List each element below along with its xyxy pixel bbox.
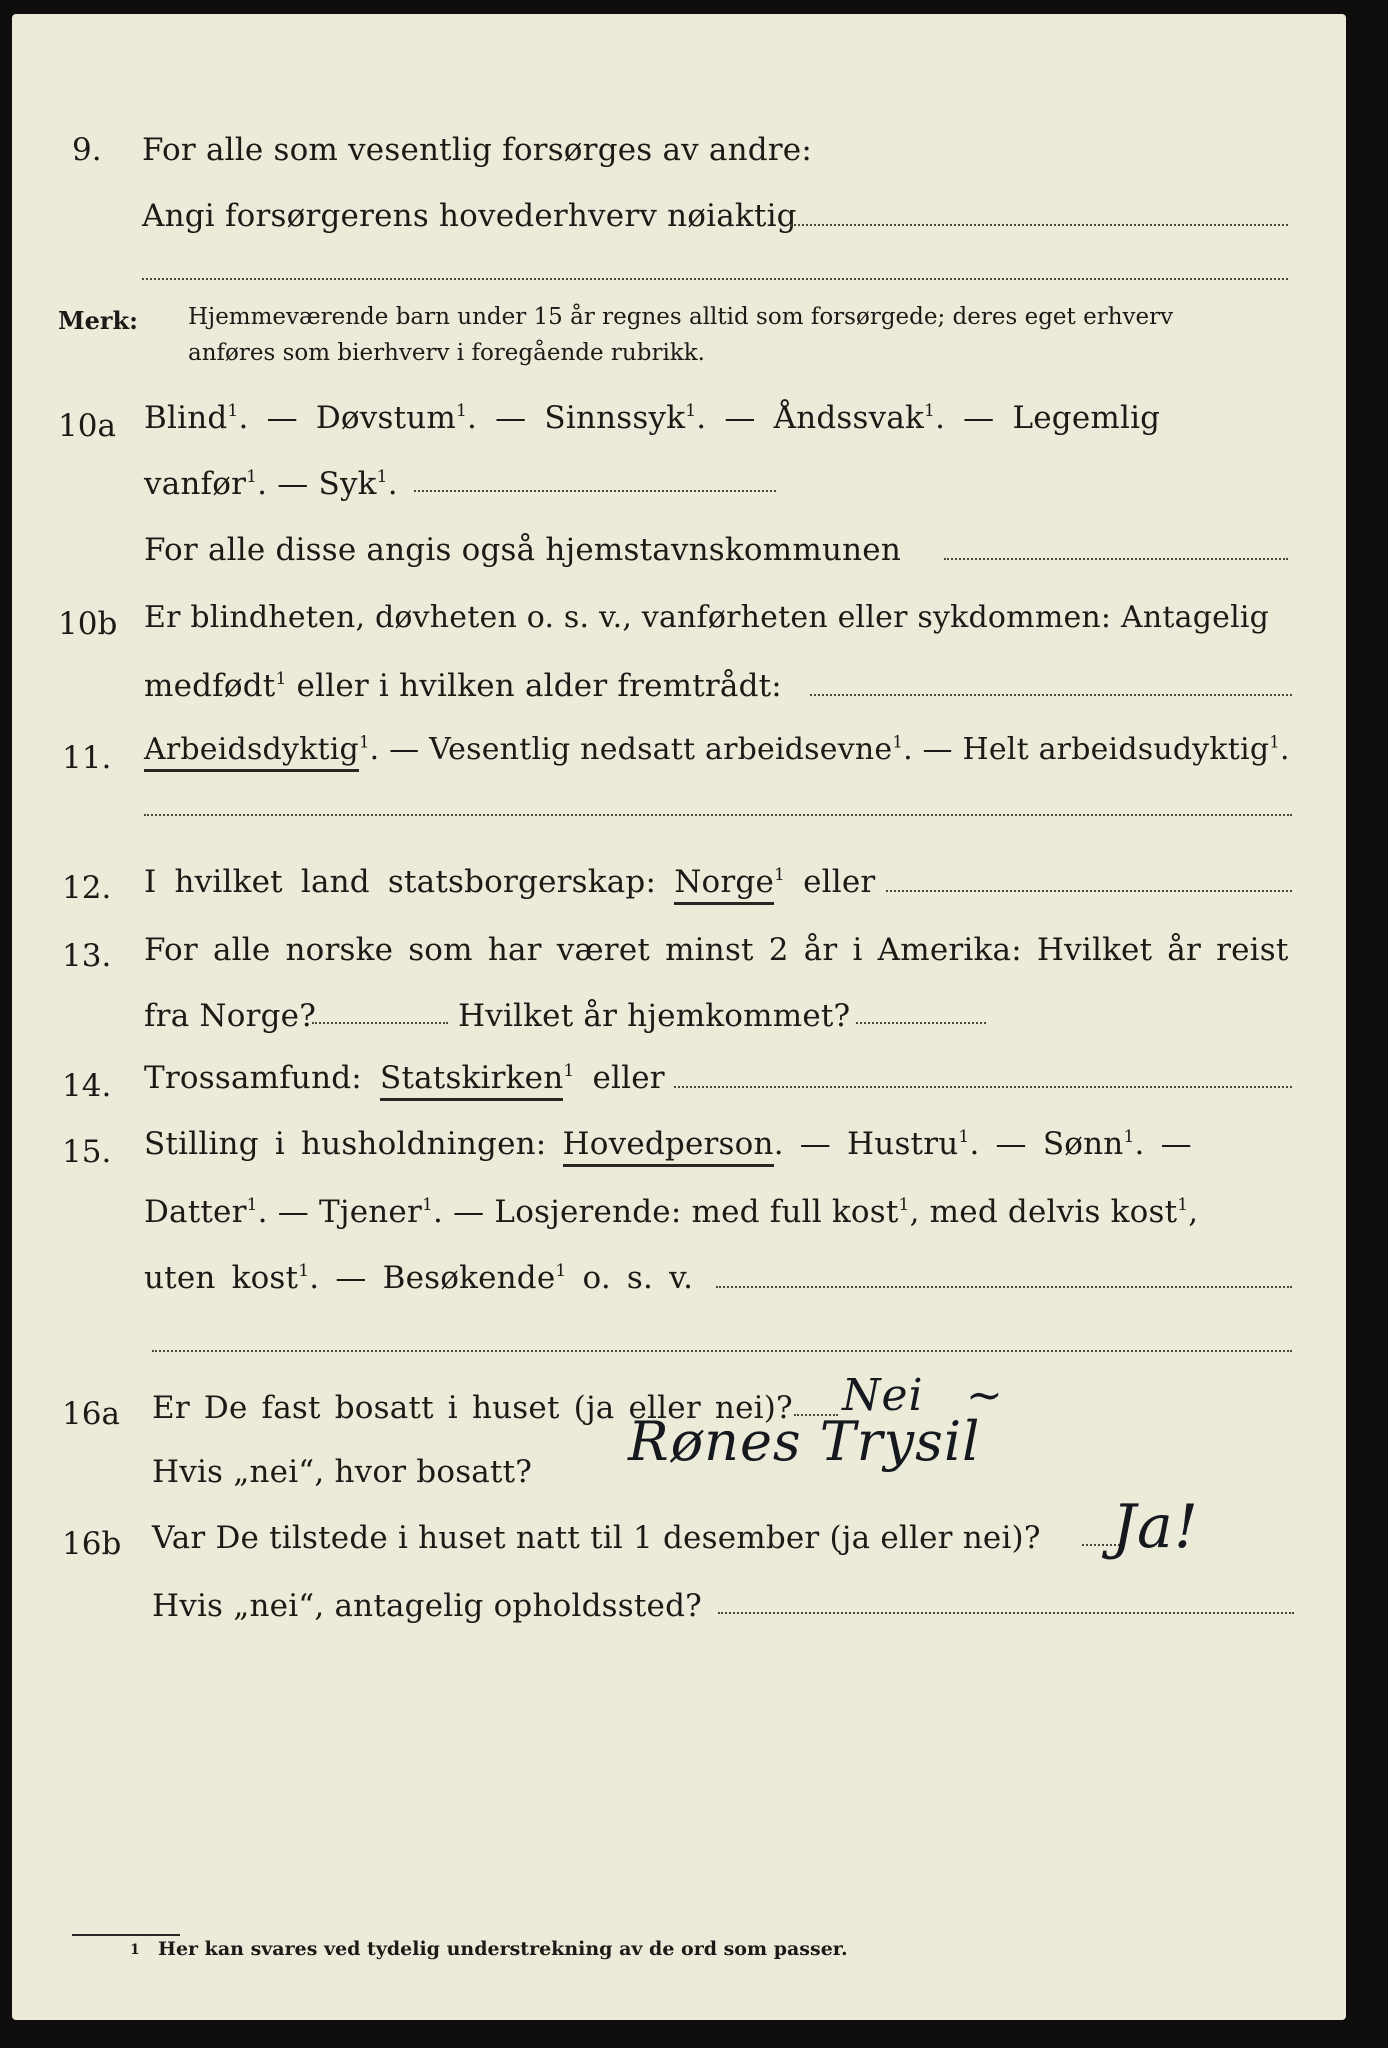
- q16a-answer-resident: Nei: [842, 1370, 924, 1421]
- q12-line: I hvilket land statsborgerskap: Norge$^1$ eller: [144, 864, 875, 900]
- q14-selected-option: Statskirken: [380, 1060, 563, 1101]
- q15-line2: Datter$^1$. — Tjener$^1$. — Losjerende: med full kost$^1$, med delvis kost$^1$,: [144, 1194, 1199, 1230]
- q10a-answer-field[interactable]: [414, 490, 776, 492]
- q16a-answer-residence: Rønes Trysil: [628, 1410, 981, 1473]
- footnote-mark: 1: [130, 1942, 140, 1958]
- q10b-answer-field[interactable]: [810, 694, 1292, 696]
- q13-year-emigrated-field[interactable]: [312, 1022, 448, 1024]
- q11-line: Arbeidsdyktig$^1$. — Vesentlig nedsatt arbeidsevne$^1$. — Helt arbeidsudyktig$^1$.: [144, 732, 1290, 767]
- q13-line2b: Hvilket år hjemkommet?: [458, 998, 851, 1034]
- merk-line2: anføres som bierhverv i foregående rubrikk.: [188, 340, 705, 366]
- q10a-line2: vanfør$^1$. — Syk$^1$.: [144, 466, 398, 502]
- q14-number: 14.: [62, 1068, 112, 1104]
- q9-line1: For alle som vesentlig forsørges av andre:: [142, 132, 812, 168]
- q11-selected-option: Arbeidsdyktig: [144, 732, 359, 772]
- q11-number: 11.: [62, 740, 112, 776]
- q12-number: 12.: [62, 870, 112, 906]
- q10a-number: 10a: [58, 408, 116, 444]
- q13-line1: For alle norske som har været minst 2 år i Amerika: Hvilket år reist: [144, 932, 1289, 968]
- q16a-line1: Er De fast bosatt i huset (ja eller nei)?: [152, 1390, 793, 1426]
- q13-line2a: fra Norge?: [144, 998, 317, 1034]
- q16a-answer-dash: ~: [966, 1370, 1004, 1421]
- q16b-number: 16b: [62, 1526, 122, 1562]
- q14-line: Trossamfund: Statskirken$^1$ eller: [144, 1060, 665, 1096]
- q11-answer-field[interactable]: [144, 814, 1292, 816]
- q16a-line2: Hvis „nei“, hvor bosatt?: [152, 1454, 533, 1490]
- q16b-answer-present: Ja!: [1112, 1492, 1199, 1562]
- q16a-number: 16a: [62, 1396, 120, 1432]
- footnote-text: Her kan svares ved tydelig understrekning av de ord som passer.: [158, 1938, 848, 1960]
- q9-number: 9.: [72, 132, 102, 168]
- q13-number: 13.: [62, 938, 112, 974]
- merk-line1: Hjemmeværende barn under 15 år regnes alltid som forsørgede; deres eget erhverv: [188, 304, 1174, 330]
- q15-number: 15.: [62, 1134, 112, 1170]
- q16b-line2: Hvis „nei“, antagelig opholdssted?: [152, 1588, 702, 1624]
- q10a-line3: For alle disse angis også hjemstavnskommunen: [144, 532, 901, 568]
- merk-label: Merk:: [58, 306, 138, 335]
- q10b-line2: medfødt$^1$ eller i hvilken alder fremtrådt:: [144, 668, 782, 704]
- q15-answer-field[interactable]: [716, 1286, 1292, 1288]
- footnote-rule: [72, 1934, 180, 1936]
- q16b-whereabouts-field[interactable]: [718, 1612, 1294, 1614]
- q10b-number: 10b: [58, 606, 118, 642]
- census-form-page: [12, 14, 1346, 2020]
- q15-line3: uten kost$^1$. — Besøkende$^1$ o. s. v.: [144, 1260, 694, 1296]
- q10a-hometown-field[interactable]: [944, 558, 1288, 560]
- q9-answer-field[interactable]: [790, 224, 1288, 226]
- q9-line2: Angi forsørgerens hovederhverv nøiaktig: [142, 198, 797, 234]
- q15-answer-field-2[interactable]: [152, 1350, 1292, 1352]
- q13-year-returned-field[interactable]: [856, 1022, 986, 1024]
- q14-answer-field[interactable]: [674, 1086, 1292, 1088]
- q9-answer-field-2[interactable]: [142, 278, 1288, 280]
- q15-line1: Stilling i husholdningen: Hovedperson. — Hustru$^1$. — Sønn$^1$. —: [144, 1126, 1192, 1162]
- q15-selected-option: Hovedperson: [563, 1126, 774, 1167]
- q12-selected-option: Norge: [674, 864, 774, 905]
- q10b-line1: Er blindheten, døvheten o. s. v., vanførheten eller sykdommen: Antagelig: [144, 600, 1270, 635]
- q12-answer-field[interactable]: [886, 890, 1292, 892]
- q16b-line1: Var De tilstede i huset natt til 1 desember (ja eller nei)?: [152, 1520, 1041, 1556]
- q10a-line1: Blind$^1$. — Døvstum$^1$. — Sinnssyk$^1$. — Åndssvak$^1$. — Legemlig: [144, 400, 1161, 436]
